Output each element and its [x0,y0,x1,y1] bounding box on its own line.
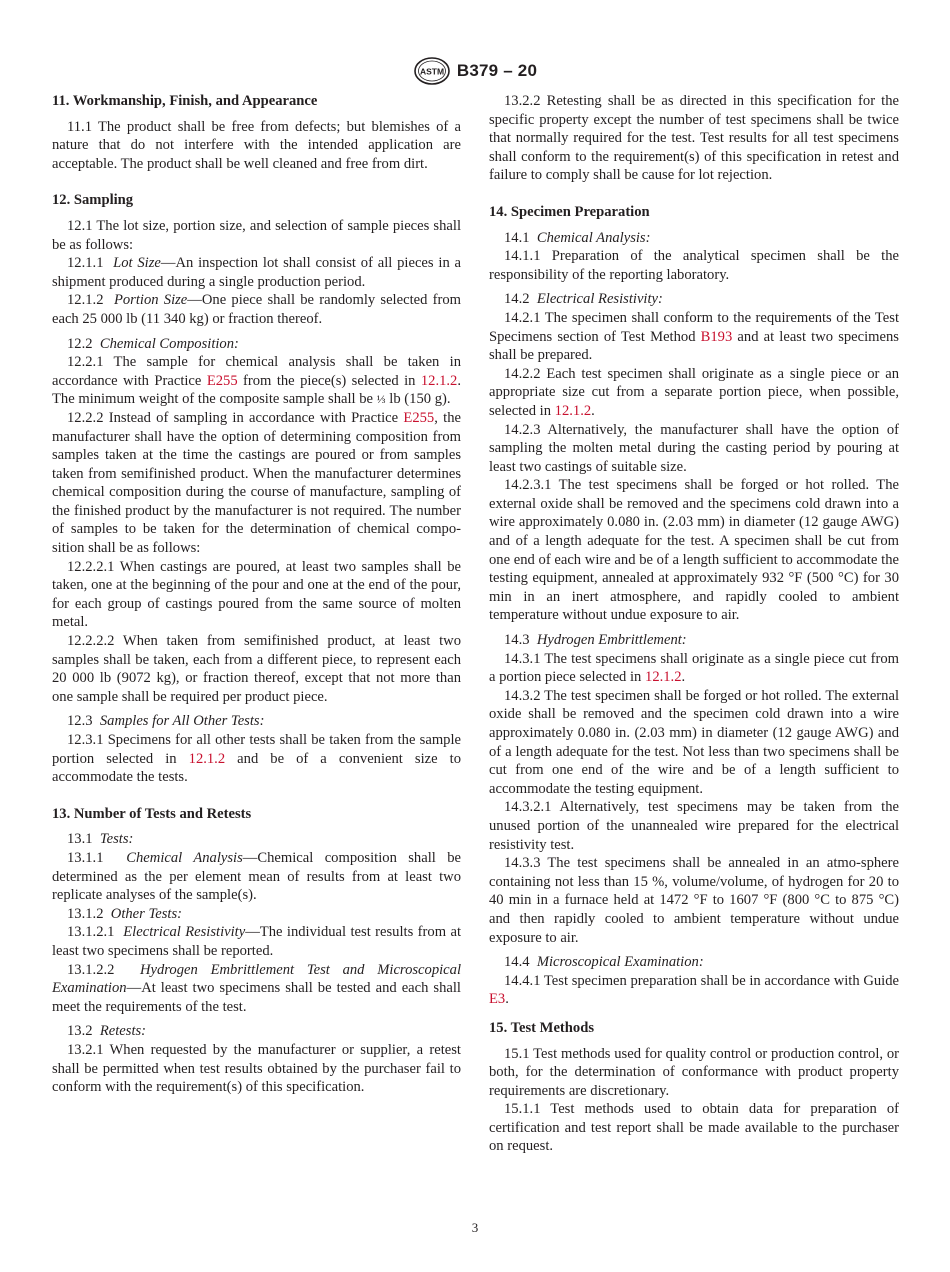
para-text: 14.3.1 The test specimens shall originate as a single piece cut from a portion piece selected in [489,650,899,686]
link-e255[interactable]: E255 [206,372,238,389]
para-14-3-3: 14.3.3 The test specimens shall be annealed in an atmo-sphere containing not less than 15 %, volume/volume, of hydrogen for 20 to 40 min in a furnace held at 1472 °F to 1607 °F (800 °C to 875 °C) and then rapidly cooled to ambient temperature without undue exposure to air. [489,855,899,946]
page-number: 3 [471,1220,479,1235]
para-term: Chemical Analysis [126,849,243,866]
para-text: 14.2.1 The specimen shall conform to the requirements of the Test Specimens section of Test Method [489,309,899,345]
para-number: 12.2 [67,335,93,352]
para-number: 14.1 [504,229,530,246]
para-12-1-2 [52,291,461,328]
para-number: 12.1.1 [67,255,104,272]
para-text: 12.3.1 Specimens for all other tests shall be taken from the sample portion selected in [52,732,461,767]
para-term: Hydrogen Embrittlement Test and Microscopical Examination [52,961,462,997]
para-text: 14.4.1 Test specimen preparation shall be in accordance with Guide [504,972,899,989]
para-14-2-3: 14.2.3 Alternatively, the manufacturer shall have the option of sampling the molten metal during the casting period by pouring at least two castings of suitable size. [489,421,899,475]
para-12-3 [52,712,461,731]
left-column [52,92,461,1097]
para-14-2-1 [489,309,899,365]
astm-logo-icon [413,56,451,86]
link-e3[interactable]: E3 [489,991,506,1008]
section-15-heading: 15. Test Methods [489,1019,595,1036]
para-number: 12.1.2 [67,292,104,309]
para-text: —An inspection lot shall consist of all pieces in a shipment produced during a single production period. [52,255,462,290]
para-14-1-1: 14.1.1 Preparation of the analytical specimen shall be the responsibility of the reporting laboratory. [489,248,899,283]
para-14-4-1 [489,972,899,1009]
link-b193[interactable]: B193 [700,328,733,345]
link-e255[interactable]: E255 [403,409,435,426]
para-12-1-1 [52,254,461,291]
para-12-2-2-1: 12.2.2.1 When castings are poured, at least two samples shall be taken, one at the beginning of the pour and one at the end of the pour, for each group of castings poured from the same source of molten metal. [52,558,461,631]
para-13-1-2 [52,905,461,924]
section-13-heading: 13. Number of Tests and Retests [52,805,252,822]
para-14-3-2: 14.3.2 The test specimen shall be forged or hot rolled. The external oxide shall be removed and the specimen cold drawn into a wire approximately 0.080 in. (2.03 mm) in diameter (12 gauge AWG) and of a length adequate for the test. Not less than two specimens shall be cut from one end of the wire and be of a length sufficient to accommodate the testing equipment. [489,687,899,797]
para-text: —One piece shall be randomly selected from each 25 000 lb (11 340 kg) or fraction thereof. [52,292,461,327]
para-14-3 [489,631,899,650]
para-term: Tests: [99,831,134,848]
para-13-2 [52,1022,461,1041]
para-14-2-2 [489,365,899,421]
para-12-1: 12.1 The lot size, portion size, and selection of sample pieces shall be as follows: [52,217,461,253]
para-number: 14.3 [504,632,530,649]
para-text: —Chemical composition shall be determined as the per element mean of results from at least two replicate analyses of the sample(s). [52,849,461,904]
para-text: , the manufacturer shall have the option of determining composition from samples taken at the time the castings are poured or from samples taken from semifinished product. When the manufacturer determines chemical composition during the course of manufacture, sampling of the finished product by the manufacturer is not required. The number of samples to be taken for the determination of chemical compo-sition shall be as follows: [52,409,461,557]
para-14-2-3-1: 14.2.3.1 The test specimens shall be forged or hot rolled. The external oxide shall be removed and the specimens cold drawn into a wire approximately 0.080 in. (2.03 mm) in diameter (12 gauge AWG) and of a length adequate for the test. A specimen shall be cut from one end of each wire and be of a length sufficient to accommodate the testing equipment, annealed at approximately 932 °F (500 °C) for 30 min in an inert atmosphere, and rapidly cooled to ambient temperature without undue exposure to air. [489,477,899,624]
para-number: 13.1.2.1 [67,924,115,941]
para-11-1: 11.1 The product shall be free from defects; but blemishes of a nature that do not interfere with the intended application are acceptable. The product shall be well cleaned and free from dirt. [52,118,461,172]
para-text: —At least two specimens shall be tested and each shall meet the requirements of the test. [52,980,461,1015]
para-text: . [505,991,509,1008]
para-text: and be of a convenient size to accommodate the tests. [52,750,461,786]
link-12-1-2[interactable]: 12.1.2 [188,750,226,767]
para-number: 13.2 [67,1023,93,1040]
page-header [0,56,950,86]
para-term: Chemical Analysis: [536,229,651,246]
para-term: Portion Size [113,292,188,309]
fraction-one-third: ⅓ [376,392,386,407]
section-11-heading: 11. Workmanship, Finish, and Appearance [52,93,318,109]
para-text: . [681,669,686,686]
para-text: —The individual test results from at least two specimens shall be reported. [52,924,461,959]
para-12-2 [52,335,461,354]
para-14-4 [489,953,899,972]
link-12-1-2[interactable]: 12.1.2 [645,669,682,686]
para-14-2 [489,290,899,309]
section-14-heading: 14. Specimen Preparation [489,203,650,220]
para-number: 13.1.2.2 [67,961,115,978]
para-number: 14.4 [504,954,530,971]
para-text: and at least two specimens shall be prepared. [489,328,899,364]
section-12-heading: 12. Sampling [52,192,134,209]
para-12-2-2 [52,409,461,558]
para-number: 13.1 [67,831,93,848]
para-14-3-2-1: 14.3.2.1 Alternatively, test specimens may be taken from the unused portion of the unannealed wire prepared for the electrical resistivity test. [489,799,899,853]
para-term: Samples for All Other Tests: [99,713,265,730]
para-13-1-2-1 [52,923,461,960]
para-number: 13.1.2 [67,905,104,922]
right-column [489,92,899,1156]
para-12-2-1 [52,353,461,409]
para-text: lb (150 g). [385,391,451,408]
para-term: Lot Size [113,255,161,272]
para-text: from the piece(s) selected in [237,372,421,389]
link-12-1-2[interactable]: 12.1.2 [420,372,458,389]
para-15-1: 15.1 Test methods used for quality control or production control, or both, for the determination of conformance with product property requirements are discretionary. [489,1045,899,1099]
para-number: 13.1.1 [67,849,104,866]
para-term: Electrical Resistivity: [536,291,663,308]
para-text: . The minimum weight of the composite sample shall be [52,372,461,408]
document-designation: B379 – 20 [456,61,538,80]
para-14-3-1 [489,650,899,687]
para-13-1-2-2 [52,961,461,1017]
para-text: 12.2.2 Instead of sampling in accordance with Practice [67,409,404,426]
para-13-2-1: 13.2.1 When requested by the manufacturer or supplier, a retest shall be permitted when test results obtained by the purchaser fail to conform with the requirement(s) of this specification. [52,1041,461,1096]
para-number: 14.2 [504,291,530,308]
para-term: Electrical Resistivity [123,924,246,941]
para-12-3-1 [52,731,461,787]
para-number: 12.3 [67,713,93,730]
astm-logo-text: ASTM [419,66,444,77]
para-14-1 [489,229,899,248]
para-term: Hydrogen Embrittlement: [536,632,687,649]
para-term: Other Tests: [110,905,183,922]
para-12-2-2-2: 12.2.2.2 When taken from semifinished product, at least two samples shall be taken, each from a different piece, to represent each 20 000 lb (9072 kg), or fraction thereof, except that not more than one sample shall be required per product piece. [52,633,461,705]
link-12-1-2[interactable]: 12.1.2 [554,402,592,419]
para-15-1-1: 15.1.1 Test methods used to obtain data for preparation of certification and test report shall be made available to the purchaser on request. [489,1101,899,1155]
para-text: 14.2.2 Each test specimen shall originate as a single piece or an appropriate size cut from a separate portion piece, when possible, selected in [489,365,899,419]
para-term: Retests: [99,1023,147,1040]
para-13-2-2: 13.2.2 Retesting shall be as directed in this specification for the specific property except the number of test specimens shall be twice that normally required for the test. Test results for all test specimens shall conform to the requirement(s) of this specification in retest and failure to comply shall be cause for lot rejection. [489,93,899,184]
para-term: Chemical Composition: [99,335,239,352]
para-13-1-1 [52,849,461,905]
para-text: . [591,402,595,419]
para-13-1 [52,830,461,849]
para-term: Microscopical Examination: [536,954,704,971]
para-text: 12.2.1 The sample for chemical analysis shall be taken in accordance with Practice [52,354,461,389]
